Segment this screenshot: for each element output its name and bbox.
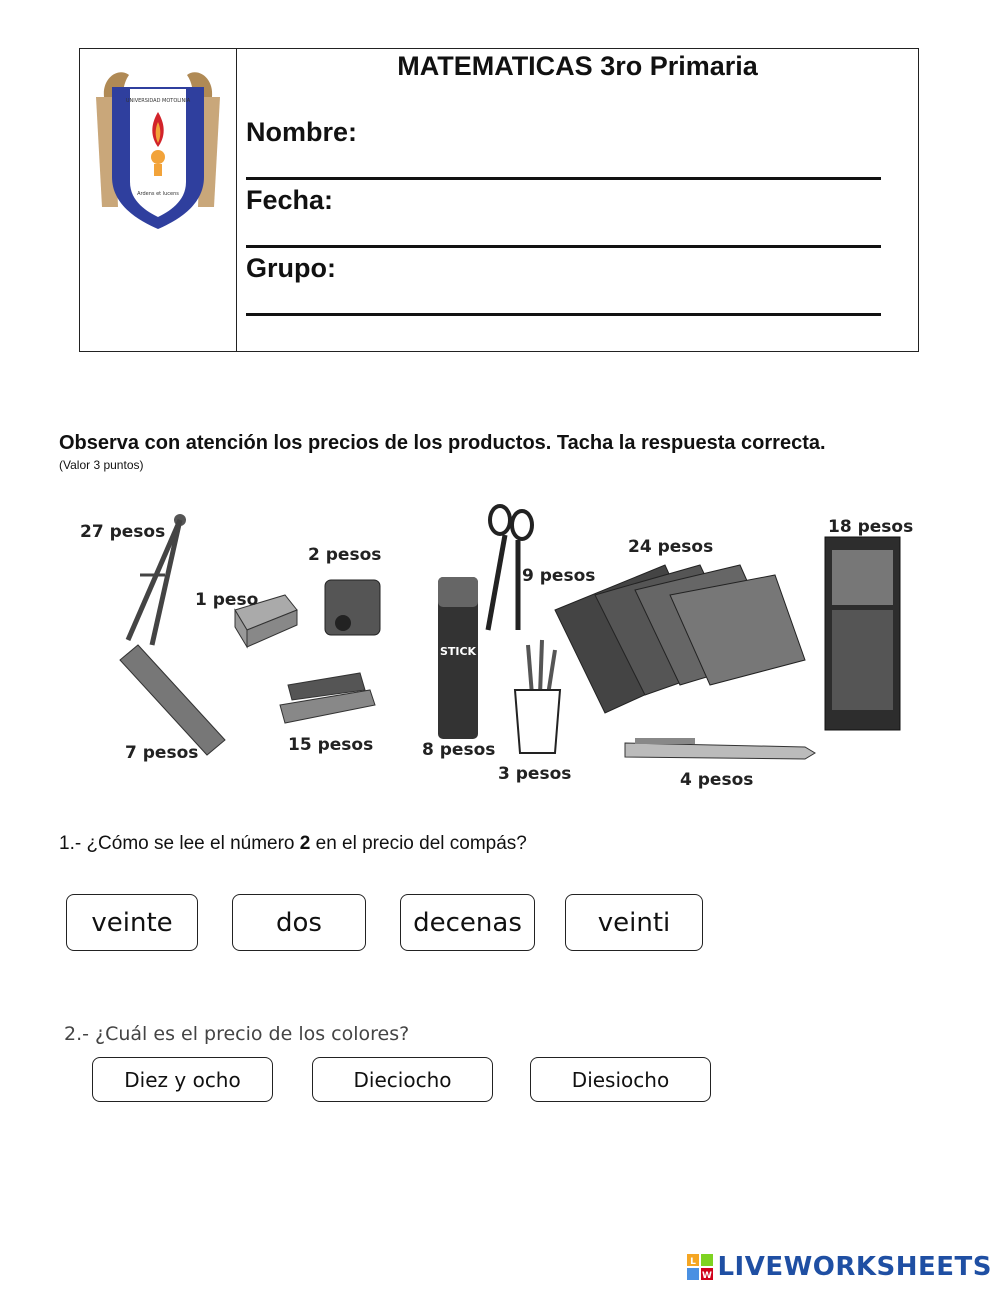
price-pencil-cup: 3 pesos <box>498 764 572 784</box>
q2-option-diez-y-ocho[interactable]: Diez y ocho <box>92 1057 273 1102</box>
price-pen: 4 pesos <box>680 770 754 790</box>
question-2: 2.- ¿Cuál es el precio de los colores? <box>64 1023 410 1045</box>
q1-option-decenas[interactable]: decenas <box>400 894 535 951</box>
price-scissors: 9 pesos <box>522 566 596 586</box>
notebooks-icon <box>555 565 805 713</box>
q1-option-dos[interactable]: dos <box>232 894 366 951</box>
question-1 <box>59 833 527 855</box>
logo-cell <box>80 49 237 351</box>
group-line[interactable] <box>246 313 881 316</box>
pencil-cup-icon <box>515 640 560 753</box>
price-stapler: 15 pesos <box>288 735 374 755</box>
logo-motto: Ardens et lucens <box>137 191 179 197</box>
glue-stick-icon <box>438 577 478 739</box>
brand-name: LIVEWORKSHEETS <box>717 1252 992 1282</box>
liveworksheets-logo-icon <box>687 1254 713 1280</box>
logo-letter-l: L <box>690 1257 697 1267</box>
sharpener-icon <box>325 580 380 635</box>
price-glue: 8 pesos <box>422 740 496 760</box>
liveworksheets-brand[interactable] <box>687 1252 992 1282</box>
header-box <box>79 48 919 352</box>
pen-icon <box>625 738 815 759</box>
name-line[interactable] <box>246 177 881 180</box>
products-illustration <box>60 495 920 795</box>
q1-option-veinti[interactable]: veinti <box>565 894 703 951</box>
glue-stick-label: STICK <box>439 645 477 658</box>
question-1-number: 2 <box>299 833 311 854</box>
question-1-prefix: 1.- ¿Cómo se lee el número <box>59 833 300 854</box>
price-eraser: 1 peso <box>195 590 259 610</box>
price-ruler: 7 pesos <box>125 743 199 763</box>
university-logo <box>94 57 222 237</box>
colored-pencils-icon <box>825 537 900 730</box>
date-line[interactable] <box>246 245 881 248</box>
instructions-note: (Valor 3 puntos) <box>59 458 144 472</box>
logo-letter-w: W <box>702 1271 713 1280</box>
q1-option-veinte[interactable]: veinte <box>66 894 198 951</box>
q2-option-dieciocho[interactable]: Dieciocho <box>312 1057 493 1102</box>
logo-text-top: UNIVERSIDAD MOTOLINIA <box>125 98 191 104</box>
date-label: Fecha: <box>246 185 334 215</box>
instructions: Observa con atención los precios de los productos. Tacha la respuesta correcta. <box>59 432 826 454</box>
ruler-icon <box>120 645 225 755</box>
price-compass: 27 pesos <box>80 522 166 542</box>
price-notebooks: 24 pesos <box>628 537 714 557</box>
name-label: Nombre: <box>246 117 358 147</box>
price-colored-pencils: 18 pesos <box>828 517 914 537</box>
group-label: Grupo: <box>246 253 336 283</box>
question-1-suffix: en el precio del compás? <box>310 833 527 854</box>
stapler-icon <box>280 673 375 723</box>
q2-option-diesiocho[interactable]: Diesiocho <box>530 1057 711 1102</box>
price-sharpener: 2 pesos <box>308 545 382 565</box>
page-title: MATEMATICAS 3ro Primaria <box>397 51 758 81</box>
